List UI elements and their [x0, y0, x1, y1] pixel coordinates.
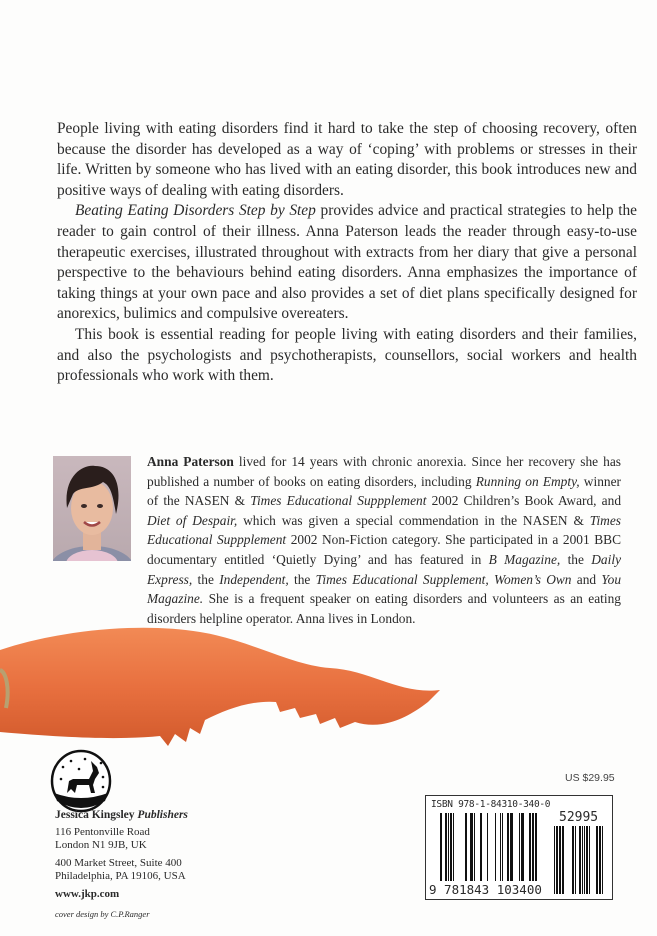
- publisher-website: www.jkp.com: [55, 887, 120, 900]
- barcode-bar: [589, 826, 590, 894]
- text-segment: Diet of Despair,: [147, 512, 238, 528]
- barcode-bar: [474, 813, 475, 881]
- barcode-bar: [507, 813, 509, 881]
- author-photo: [53, 456, 131, 561]
- text-segment: Independent,: [219, 571, 289, 587]
- text-segment: Beating Eating Disorders Step by Step: [75, 202, 316, 220]
- barcode-bar: [572, 826, 574, 894]
- text-segment: 2002 Non-Fiction category. She participated in a 2001 BBC documentary entitled ‘Quietly Dying’ and has featured in: [147, 532, 621, 567]
- barcode-bar: [556, 826, 558, 894]
- barcode-bar: [575, 826, 576, 894]
- text-segment: You Magazine.: [147, 571, 622, 607]
- text-segment: and: [571, 571, 602, 587]
- barcode-bar: [480, 813, 482, 881]
- description-paragraph: [57, 201, 637, 325]
- barcode-bar: [510, 813, 513, 881]
- barcode-bar: [465, 813, 467, 881]
- isbn-number: ISBN 978-1-84310-340-0: [431, 799, 551, 810]
- barcode-bar: [596, 826, 598, 894]
- text-segment: Anna Paterson: [147, 454, 234, 469]
- barcode-bar: [579, 826, 581, 894]
- text-segment: provides advice and practical strategies to help the reader to gain control of their illness. Anna Paterson leads the reader through easy-to-use therapeutic exercises, illustrated throughout with extracts from her diary that give a personal perspective to the behaviours behind eating disorders. Anna emphasizes the importance of taking things at your own pace and also provides a set of diet plans specifically designed for anorexics, bulimics and compulsive overeaters.: [57, 202, 638, 323]
- barcode-bar: [582, 826, 583, 894]
- uk-address-line: London N1 9JB, UK: [55, 839, 147, 851]
- barcode-bar: [487, 813, 488, 881]
- barcode-bar: [529, 813, 531, 881]
- barcode-bar: [584, 826, 585, 894]
- barcode-bar: [562, 826, 564, 894]
- price: US $29.95: [565, 772, 615, 784]
- carrot-illustration: [0, 610, 450, 750]
- barcode-addon: 52995: [559, 810, 599, 825]
- text-segment: the: [288, 571, 316, 587]
- barcode-bar: [453, 813, 454, 881]
- barcode-bar: [500, 813, 501, 881]
- text-segment: Times Educational Suppplement: [147, 512, 621, 548]
- barcode-bar: [440, 813, 442, 881]
- author-bio: [147, 452, 621, 628]
- text-segment: lived for 14 years with chronic anorexia. Since her recovery she has published a number of books on eating disorders, including: [147, 454, 621, 489]
- book-description: [57, 119, 637, 387]
- publisher-info: [55, 809, 188, 901]
- text-segment: the: [192, 571, 220, 587]
- barcode-bar: [495, 813, 496, 881]
- uk-address-line: 116 Pentonville Road: [55, 825, 150, 838]
- barcode-bar: [559, 826, 561, 894]
- us-address-line: Philadelphia, PA 19106, USA: [55, 870, 186, 882]
- text-segment: She is a frequent speaker on eating disorders and volunteers as an eating disorders helpline operator. Anna lives in London.: [147, 591, 621, 626]
- text-segment: winner of the NASEN &: [147, 473, 621, 509]
- text-segment: People living with eating disorders find it hard to take the step of choosing recovery, often because the disorder has developed as a way of ‘coping’ with problems or stresses in their life. Written by someone who has lived with an eating disorder, this book introduces new and positive ways of dealing with eating disorders.: [57, 120, 637, 199]
- barcode-bar: [599, 826, 601, 894]
- text-segment: Times Educational Suppplement: [250, 493, 427, 509]
- us-address-line: 400 Market Street, Suite 400: [55, 856, 182, 869]
- publisher-logo-icon: [49, 749, 113, 813]
- barcode-bar: [445, 813, 447, 881]
- barcode-digits: 9 781843 103400: [429, 882, 542, 897]
- text-segment: the: [560, 551, 592, 567]
- description-paragraph: [57, 119, 637, 201]
- text-segment: 2002 Children’s Book Award, and: [426, 493, 622, 509]
- barcode-bar: [554, 826, 555, 894]
- text-segment: Running on Empty,: [475, 473, 580, 489]
- publisher-name: Jessica Kingsley Publishers: [55, 809, 188, 821]
- text-segment: This book is essential reading for people living with eating disorders and their families, and also the psychologists and psychotherapists, counsellors, social workers and health professionals who work with them.: [57, 325, 637, 385]
- barcode-bar: [470, 813, 473, 881]
- barcode-bar: [532, 813, 534, 881]
- barcode-bar: [502, 813, 503, 881]
- barcode-bar: [521, 813, 524, 881]
- cover-design-credit: cover design by C.P.Ranger: [55, 909, 150, 919]
- barcode-bar: [448, 813, 449, 881]
- barcode-bar: [519, 813, 520, 881]
- text-segment: Daily Express,: [147, 551, 622, 587]
- barcode-bar: [602, 826, 603, 894]
- text-segment: Times Educational Supplement, Women’s Own: [315, 571, 572, 587]
- barcode-bar: [586, 826, 588, 894]
- text-segment: B Magazine,: [488, 551, 561, 567]
- description-paragraph: [57, 325, 637, 387]
- text-segment: which was given a special commendation in the NASEN &: [237, 512, 590, 528]
- barcode-bar: [535, 813, 537, 881]
- barcode-bar: [450, 813, 452, 881]
- isbn-barcode: [425, 795, 613, 900]
